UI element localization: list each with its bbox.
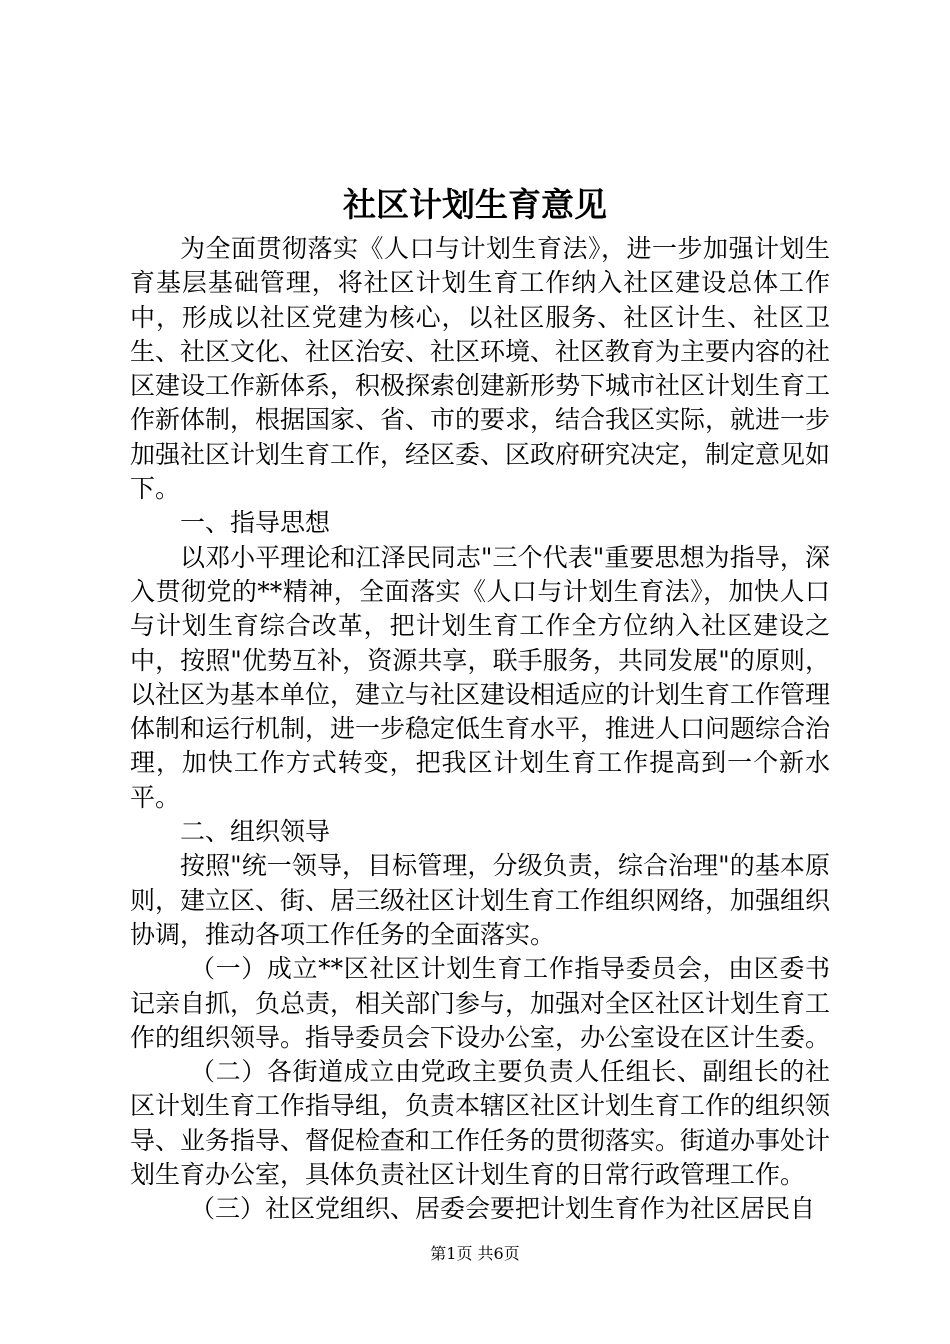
page-footer: 第1页 共6页 xyxy=(430,1244,520,1263)
item-three-paragraph: （三）社区党组织、居委会要把计划生育作为社区居民自 xyxy=(190,1194,816,1224)
guiding-ideology-paragraph: 以邓小平理论和江泽民同志"三个代表"重要思想为指导，深入贯彻党的**精神，全面落实《人口与计划生育法》，加快人口与计划生育综合改革，把计划生育工作全方位纳入社区建设之中，按照"优势互补，资源共享，联手服务，共同发展"的原则，以社区为基本单位，建立与社区建设相适应的计划生育工作管理体制和运行机制，进一步稳定低生育水平，推进人口问题综合治理，加快工作方式转变，把我区计划生育工作提高到一个新水平。 xyxy=(130,542,831,812)
document-title: 社区计划生育意见 xyxy=(343,185,607,224)
intro-paragraph: 为全面贯彻落实《人口与计划生育法》，进一步加强计划生育基层基础管理，将社区计划生育工作纳入社区建设总体工作中，形成以社区党建为核心，以社区服务、社区计生、社区卫生、社区文化、社区治安、社区环境、社区教育为主要内容的社区建设工作新体系，积极探索创建新形势下城市社区计划生育工作新体制，根据国家、省、市的要求，结合我区实际，就进一步加强社区计划生育工作，经区委、区政府研究决定，制定意见如下。 xyxy=(130,234,831,504)
item-one-paragraph: （一）成立**区社区计划生育工作指导委员会，由区委书记亲自抓，负总责，相关部门参与，加强对全区社区计划生育工作的组织领导。指导委员会下设办公室，办公室设在区计生委。 xyxy=(130,954,831,1052)
item-two-paragraph: （二）各街道成立由党政主要负责人任组长、副组长的社区计划生育工作指导组，负责本辖区社区计划生育工作的组织领导、业务指导、督促检查和工作任务的贯彻落实。街道办事处计划生育办公室，具体负责社区计划生育的日常行政管理工作。 xyxy=(130,1057,831,1190)
document-body xyxy=(130,232,830,1227)
section-heading-organization: 二、组织领导 xyxy=(180,817,331,847)
organization-paragraph: 按照"统一领导，目标管理，分级负责，综合治理"的基本原则，建立区、街、居三级社区计划生育工作组织网络，加强组织协调，推动各项工作任务的全面落实。 xyxy=(130,851,831,949)
section-heading-guiding-ideology: 一、指导思想 xyxy=(180,508,331,538)
